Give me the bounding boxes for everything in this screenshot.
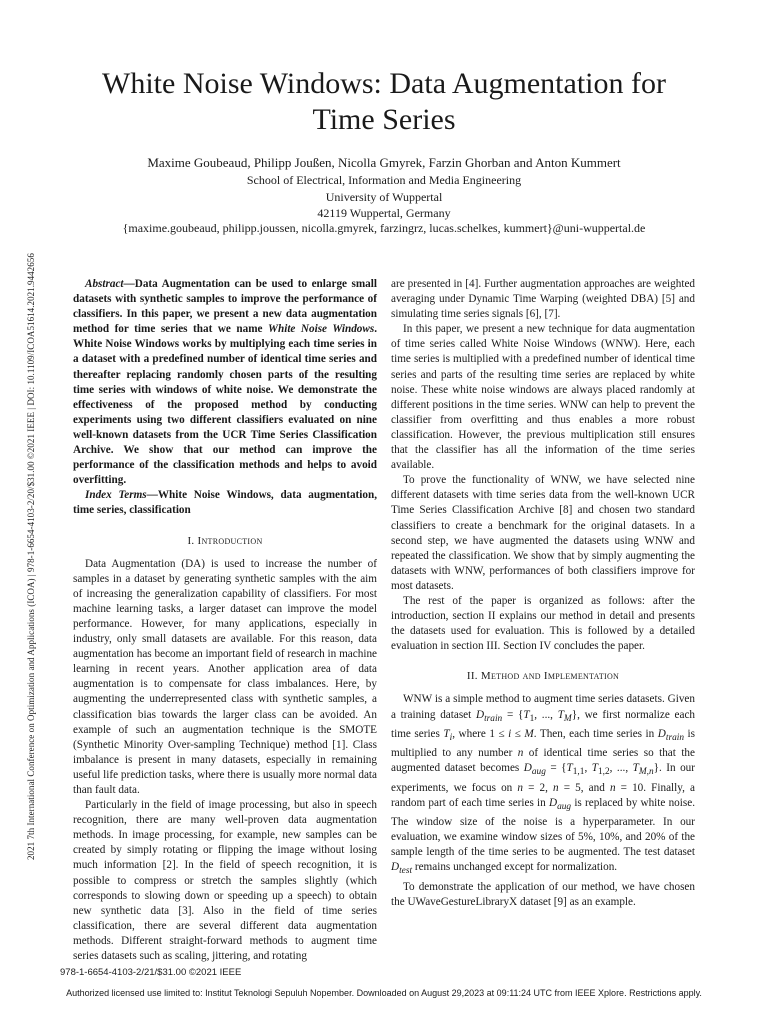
method-name-emphasis: White Noise Windows xyxy=(268,323,375,336)
intro-paragraph: To prove the functionality of WNW, we have selected nine different datasets with time series data from the well-known UCR Time Series Classification Archive [8] and chosen two standard classifiers to create a benchmark for the original datasets. In a second step, we have augmented the datasets using WNW and repeated the classification. We show that by simply augmenting the datasets with WNW, performances of both classifiers improve for most datasets. xyxy=(391,474,695,592)
method-paragraph: WNW is a simple method to augment time series datasets. Given a training dataset $D_{train} = \{T_1$, ..., $T_M$}, we first normalize each time series $T_i$, where 1 ≤ i ≤ M. Then, each time series in $D_{train}$ is multiplied to any number n of identical time series so that the augmented dataset becomes $D_{aug} = \{T_{1,1}$, $T_{1,2}$, ..., $T_{M,n}$}. In our experiments, we focus on n = 2, n = 5, and n = 10. Finally, a random part of each time series in $D_{aug}$ is replaced by white noise. The window size of the noise is a hyperparameter. In our evaluation, we examine window sizes of 5%, 10%, and 20% of the sample length of the time series to be augmented. The test dataset $D_{test}$ remains unchanged except for normalization. xyxy=(391,693,696,877)
intro-paragraph: In this paper, we present a new technique for data augmentation of time series called White Noise Windows (WNW). Here, each time series is multiplied with a predefined number of identical time series and parts of the resulting time series are replaced by white noise. These white noise windows are always placed randomly at different positions in the time series. WNW can help to prevent the classifier from overfitting and thus enables a more robust classification. However, the previous multiplication still ensures that the classifier has all the information of the time series available. xyxy=(391,323,695,472)
affiliation-emails: {maxime.goubeaud, philipp.joussen, nicolla.gmyrek, farzingrz, lucas.schelkes, kummert}@uni-wuppertal.de xyxy=(122,221,646,235)
index-terms xyxy=(73,488,377,518)
affiliation-school: School of Electrical, Information and Media Engineering xyxy=(246,173,522,187)
index-terms-text: —White Noise Windows, data augmentation, time series, classification xyxy=(73,489,377,517)
authorized-use-notice: Authorized licensed use limited to: Institut Teknologi Sepuluh Nopember. Downloaded on August 29,2023 at 09:11:24 UTC from IEEE Xplore. Restrictions apply. xyxy=(66,988,702,998)
abstract-text-b: . White Noise Windows works by multiplying each time series in a dataset with a predefined number of identical time series and thereafter replacing randomly chosen parts of the resulting time series with windows of white noise. We demonstrate the effectiveness of the proposed method by conducting experiments using two different classifiers evaluated on nine well-known datasets from the UCR Time Series Classification Archive. We show that our method can improve the performance of the classification methods and helps to avoid overfitting. xyxy=(73,323,378,487)
method-paragraph: To demonstrate the application of our method, we have chosen the UWaveGestureLibraryX dataset [9] as an example. xyxy=(391,880,695,908)
affiliation-university: University of Wuppertal xyxy=(325,190,443,204)
section-heading-method: II. Method and Implementation xyxy=(466,670,620,683)
continued-paragraph: are presented in [4]. Further augmentation approaches are weighted averaging under Dynamic Time Warping (weighted DBA) [5] and simulating time series signals [6], [7]. xyxy=(391,278,695,321)
intro-paragraph: Particularly in the field of image processing, but also in speech recognition, there are many well-proven data augmentation methods. In image processing, for example, new samples can be created by simply rotating or flipping the image without losing much information [2]. In the field of speech recognition, it is possible to compress or stretch the samples slightly (which corresponds to slowing down or speeding up a speech) to obtain new synthetic data [3]. Also in the field of time series classification, there are several different data augmentation methods. Different straight-forward methods to augment time series datasets such as scaling, jittering, and rotating xyxy=(73,799,377,963)
abstract-lead: Abstract xyxy=(85,278,124,290)
side-citation-text: 2021 7th International Conference on Optimization and Applications (ICOA) | 978-1-6654-4103-2/20/$31.00 ©2021 IEEE | DOI: 10.1109/ICOA51614.2021.9442656 xyxy=(26,253,36,860)
intro-paragraph: The rest of the paper is organized as follows: after the introduction, section II explains our method in detail and presents the datasets used for evaluation. This is followed by a detailed evaluation in section III. Section IV concludes the paper. xyxy=(391,594,695,653)
section-heading-introduction: I. Introduction xyxy=(187,534,263,547)
title-line-2: Time Series xyxy=(312,103,456,136)
title-line-1: White Noise Windows: Data Augmentation for xyxy=(102,67,666,100)
left-column xyxy=(73,277,377,964)
intro-paragraph: Data Augmentation (DA) is used to increase the number of samples in a dataset by generating synthetic samples with the aim of increasing the generalization capability of classifiers. For most machine learning tasks, a larger dataset can improve the model performance. However, for many applications, especially in industry, only small datasets are available. For this reason, data augmentation has become an important field of research in machine learning in recent years. Another application area of data augmentation is to compensate for class imbalances. Here, by augmenting the underrepresented class with synthetic samples, a classification bias towards the larger class can be avoided. An example of such an augmentation technique is the SMOTE (Synthetic Minority Over-sampling Technique) method [1]. Class imbalance is present in many datasets, especially in remaining useful life prediction tasks, where there is usually more normal data than fault data. xyxy=(73,557,377,796)
copyright-footer: 978-1-6654-4103-2/21/$31.00 ©2021 IEEE xyxy=(60,967,242,978)
abstract-text-a: —Data Augmentation can be used to enlarge small datasets with synthetic samples to improve the performance of classifiers. In this paper, we present a new data augmentation method for time series that we name xyxy=(73,278,377,336)
affiliation-address: 42119 Wuppertal, Germany xyxy=(317,206,451,220)
author-list: Maxime Goubeaud, Philipp Joußen, Nicolla Gmyrek, Farzin Ghorban and Anton Kummert xyxy=(147,155,621,170)
paper-title xyxy=(60,66,708,138)
abstract xyxy=(73,277,377,488)
right-column xyxy=(391,277,695,910)
index-terms-lead: Index Terms xyxy=(85,489,147,502)
